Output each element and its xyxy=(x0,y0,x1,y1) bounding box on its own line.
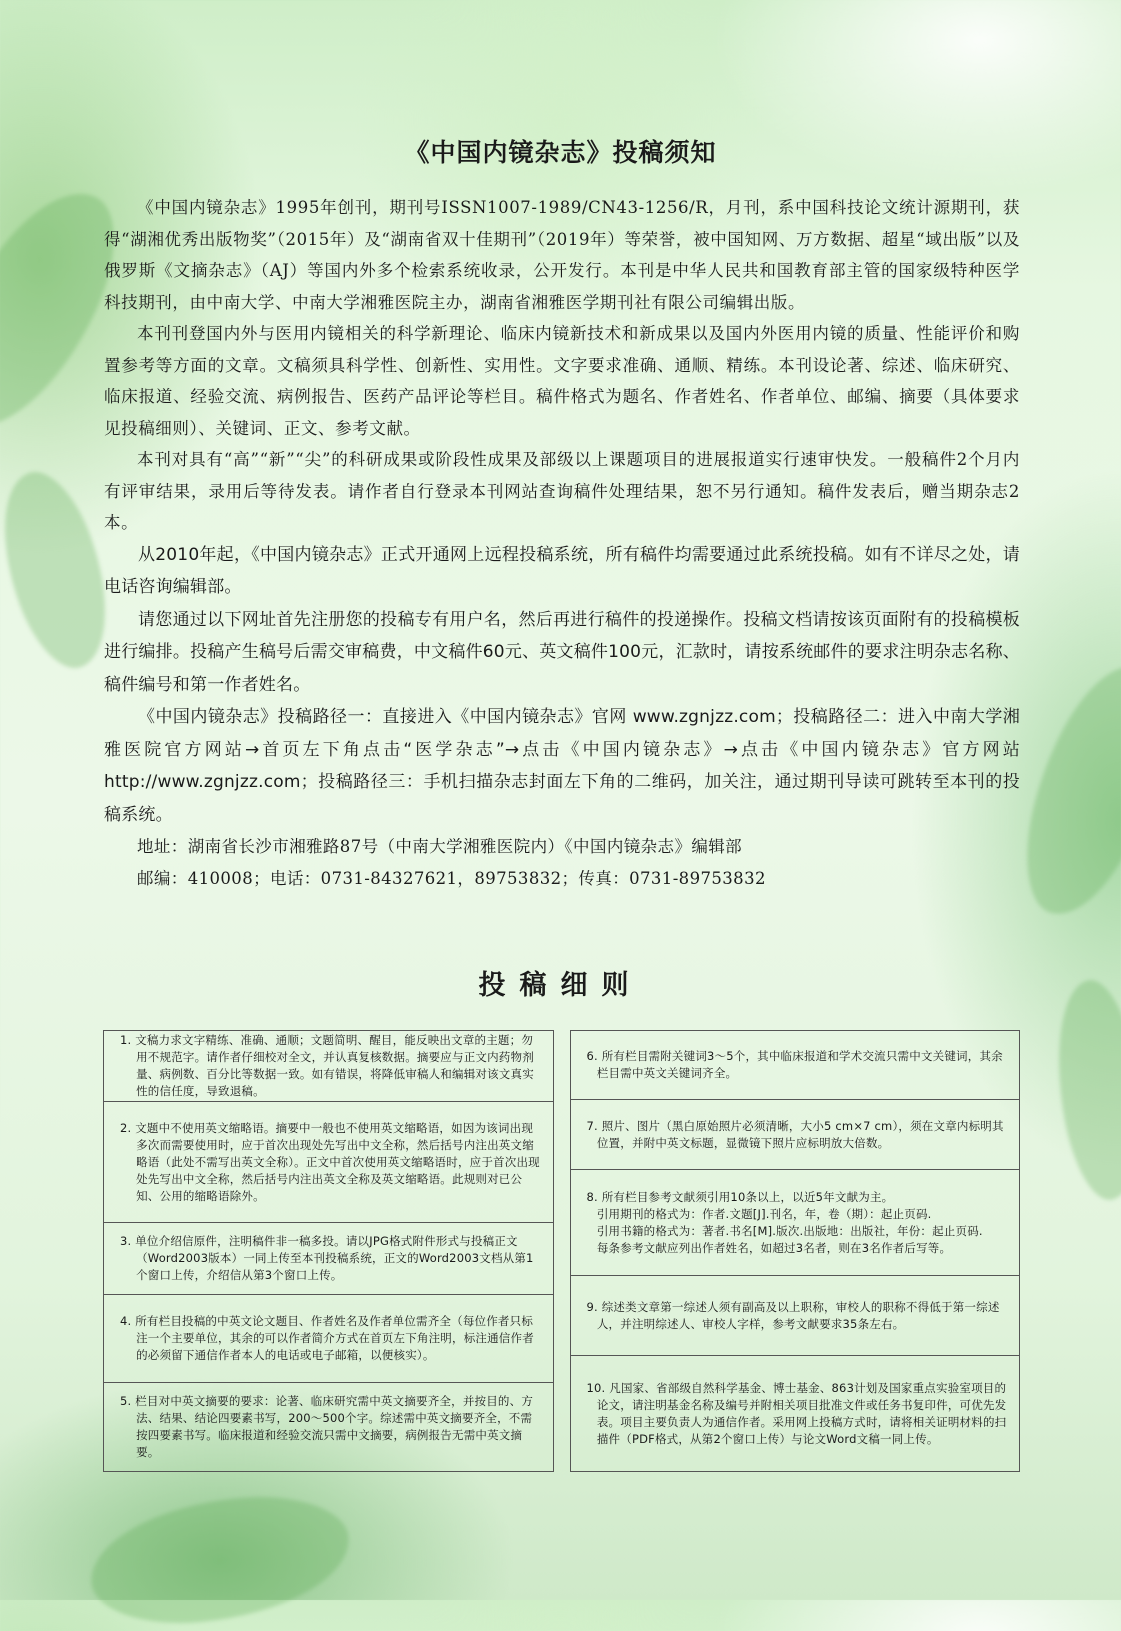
scope-paragraph: 本刊刊登国内外与医用内镜相关的科学新理论、临床内镜新技术和新成果以及国内外医用内镜的质量、性能评价和购置参考等方面的文章。文稿须具科学性、创新性、实用性。文字要求准确、通顺、精练。本刊设论著、综述、临床研究、临床报道、经验交流、病例报告、医药产品评论等栏目。稿件格式为题名、作者姓名、作者单位、邮编、摘要（具体要求见投稿细则）、关键词、正文、参考文献。 xyxy=(104,324,1020,438)
rules-left-column xyxy=(103,1030,554,1488)
rule-item-9: 9. 综述类文章第一综述人须有副高及以上职称，审校人的职称不得低于第一综述人，并注明综述人、审校人字样，参考文献要求35条左右。 xyxy=(570,1276,1021,1356)
rule-item-4: 4. 所有栏目投稿的中英文论文题目、作者姓名及作者单位需齐全（每位作者只标注一个主要单位，其余的可以作者简介方式在首页左下角注明，标注通信作者的必须留下通信作者本人的电话或电子邮箱，以便核实）。 xyxy=(103,1295,554,1383)
registration-paragraph: 请您通过以下网址首先注册您的投稿专有用户名，然后再进行稿件的投递操作。投稿文档请按该页面附有的投稿模板进行编排。投稿产生稿号后需交审稿费，中文稿件60元、英文稿件100元，汇款时，请按系统邮件的要求注明杂志名称、稿件编号和第一作者姓名。 xyxy=(104,609,1020,695)
address-line: 地址：湖南省长沙市湘雅路87号（中南大学湘雅医院内）《中国内镜杂志》编辑部 xyxy=(137,837,743,856)
rules-heading: 投稿细则 xyxy=(478,970,643,1001)
leaf-decoration xyxy=(1008,650,1121,930)
rule-item-5: 5. 栏目对中英文摘要的要求：论著、临床研究需中英文摘要齐全，并按目的、方法、结果、结论四要素书写，200～500个字。综述需中英文摘要齐全，不需按四要素书写。临床报道和经验交流只需中文摘要，病例报告无需中英文摘要。 xyxy=(103,1383,554,1472)
review-paragraph: 本刊对具有“高”“新”“尖”的科研成果或阶段性成果及部级以上课题项目的进展报道实行速审快发。一般稿件2个月内有评审结果，录用后等待发表。请作者自行登录本刊网站查询稿件处理结果，恕不另行通知。稿件发表后，赠当期杂志2本。 xyxy=(104,450,1020,532)
page-title: 《中国内镜杂志》投稿须知 xyxy=(404,138,717,167)
contact-line: 邮编：410008；电话：0731-84327621，89753832；传真：0731-89753832 xyxy=(137,869,766,888)
rules-right-column xyxy=(570,1030,1021,1488)
rule-item-10: 10. 凡国家、省部级自然科学基金、博士基金、863计划及国家重点实验室项目的论文，请注明基金名称及编号并附相关项目批准文件或任务书复印件，可优先发表。项目主要负责人为通信作者。采用网上投稿方式时，请将相关证明材料的扫描件（PDF格式，从第2个窗口上传）与论文Word文稿一同上传。 xyxy=(570,1356,1021,1472)
rule-item-7: 7. 照片、图片（黑白原始照片必须清晰，大小5 cm×7 cm），须在文章内标明其位置，并附中英文标题，显微镜下照片应标明放大倍数。 xyxy=(570,1100,1021,1170)
online-submission-paragraph: 从2010年起，《中国内镜杂志》正式开通网上远程投稿系统，所有稿件均需要通过此系统投稿。如有不详尽之处，请电话咨询编辑部。 xyxy=(104,544,1020,597)
submission-path-paragraph: 《中国内镜杂志》投稿路径一：直接进入《中国内镜杂志》官网 www.zgnjzz.com；投稿路径二：进入中南大学湘雅医院官方网站→首页左下角点击“医学杂志”→点击《中国内镜杂志》→点击《中国内镜杂志》官方网站 http://www.zgnjzz.com；投稿路径三：手机扫描杂志封面左下角的二维码，加关注，通过期刊导读可跳转至本刊的投稿系统。 xyxy=(104,707,1020,825)
leaf-decoration xyxy=(1042,975,1121,1206)
rules-table xyxy=(103,1030,1020,1488)
intro-paragraph: 《中国内镜杂志》1995年创刊，期刊号ISSN1007-1989/CN43-1256/R，月刊，系中国科技论文统计源期刊，获得“湖湘优秀出版物奖”（2015年）及“湖南省双十佳期刊”（2019年）等荣誉，被中国知网、万方数据、超星“域出版”以及俄罗斯《文摘杂志》（AJ）等国内外多个检索系统收录，公开发行。本刊是中华人民共和国教育部主管的国家级特种医学科技期刊，由中南大学、中南大学湘雅医院主办，湖南省湘雅医学期刊社有限公司编辑出版。 xyxy=(104,198,1020,312)
notice-body xyxy=(104,192,1020,895)
rule-item-8: 8. 所有栏目参考文献须引用10条以上，以近5年文献为主。 引用期刊的格式为：作者.文题[J].刊名，年，卷（期）：起止页码. 引用书籍的格式为：著者.书名[M].版次.出版地：出版社，年份：起止页码. 每条参考文献应列出作者姓名，如超过3名者，则在3名作者后写等。 xyxy=(570,1170,1021,1276)
rule-item-2: 2. 文题中不使用英文缩略语。摘要中一般也不使用英文缩略语，如因为该词出现多次而需要使用时，应于首次出现处先写出中文全称，然后括号内注出英文缩略语（此处不需写出英文全称）。正文中首次使用英文缩略语时，应于首次出现处先写出中文全称，然后括号内注出英文全称及英文缩略语。此规则对已公知、公用的缩略语除外。 xyxy=(103,1102,554,1223)
rule-item-3: 3. 单位介绍信原件，注明稿件非一稿多投。请以JPG格式附件形式与投稿正文（Word2003版本）一同上传至本刊投稿系统，正文的Word2003文档从第1个窗口上传，介绍信从第3个窗口上传。 xyxy=(103,1223,554,1295)
leaf-decoration xyxy=(85,1489,354,1631)
rule-item-6: 6. 所有栏目需附关键词3～5个，其中临床报道和学术交流只需中文关键词，其余栏目需中英文关键词齐全。 xyxy=(570,1030,1021,1100)
rule-item-1: 1. 文稿力求文字精练、准确、通顺；文题简明、醒目，能反映出文章的主题；勿用不规范字。请作者仔细校对全文，并认真复核数据。摘要应与正文内药物剂量、病例数、百分比等数据一致。如有错误，将降低审稿人和编辑对该文真实性的信任度，导致退稿。 xyxy=(103,1030,554,1102)
